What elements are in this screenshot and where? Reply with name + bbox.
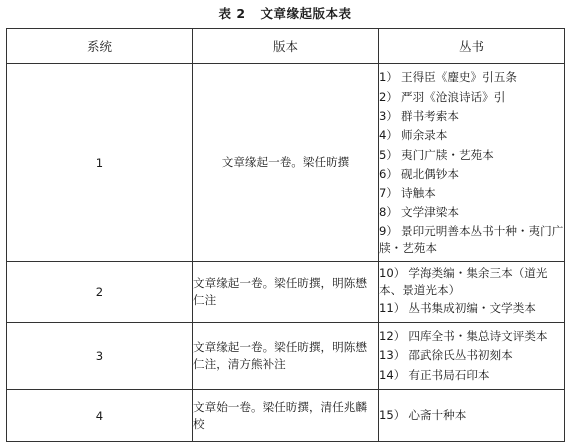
edition-cell: 文章始一卷。梁任昉撰，清任兆麟校 — [193, 390, 379, 442]
table-row — [7, 390, 565, 442]
series-item: 9） 景印元明善本丛书十种・夷门广牍・艺苑本 — [379, 223, 564, 255]
table-row — [7, 323, 565, 390]
system-cell: 2 — [7, 262, 193, 323]
system-cell: 1 — [7, 64, 193, 262]
system-cell: 3 — [7, 323, 193, 390]
table-row — [7, 262, 565, 323]
series-item: 8） 文学津梁本 — [379, 205, 459, 220]
series-cell — [379, 64, 565, 262]
header-system: 系统 — [7, 29, 193, 64]
edition-cell: 文章缘起一卷。梁任昉撰 — [193, 64, 379, 262]
series-item: 2） 严羽《沧浪诗话》引 — [379, 89, 506, 104]
series-cell — [379, 390, 565, 442]
table-caption — [0, 4, 570, 22]
series-cell — [379, 262, 565, 323]
series-item: 7） 诗触本 — [379, 186, 436, 201]
series-item: 4） 师余录本 — [379, 128, 448, 143]
series-item: 5） 夷门广牍・艺苑本 — [379, 147, 494, 162]
series-item: 14） 有正书局石印本 — [379, 367, 490, 382]
edition-table — [6, 28, 565, 442]
series-item: 3） 群书考索本 — [379, 108, 459, 123]
series-item: 10） 学海类编・集余三本（道光本、景道光本） — [379, 266, 548, 298]
table-title: 文章缘起版本表 — [260, 6, 352, 21]
header-row — [7, 29, 565, 64]
series-item: 15） 心斋十种本 — [379, 407, 467, 422]
series-cell — [379, 323, 565, 390]
edition-cell: 文章缘起一卷。梁任昉撰，明陈懋仁注 — [193, 262, 379, 323]
series-item: 12） 四库全书・集总诗文评类本 — [379, 329, 548, 344]
table-number: 表 2 — [218, 6, 246, 21]
series-item: 11） 丛书集成初编・文学类本 — [379, 301, 536, 316]
series-item: 1） 王得臣《麈史》引五条 — [379, 70, 517, 85]
series-item: 6） 砚北偶钞本 — [379, 166, 459, 181]
edition-cell: 文章缘起一卷。梁任昉撰，明陈懋仁注，清方熊补注 — [193, 323, 379, 390]
table-row — [7, 64, 565, 262]
header-series: 丛书 — [379, 29, 565, 64]
header-edition: 版本 — [193, 29, 379, 64]
series-item: 13） 邵武徐氏丛书初刻本 — [379, 348, 513, 363]
system-cell: 4 — [7, 390, 193, 442]
